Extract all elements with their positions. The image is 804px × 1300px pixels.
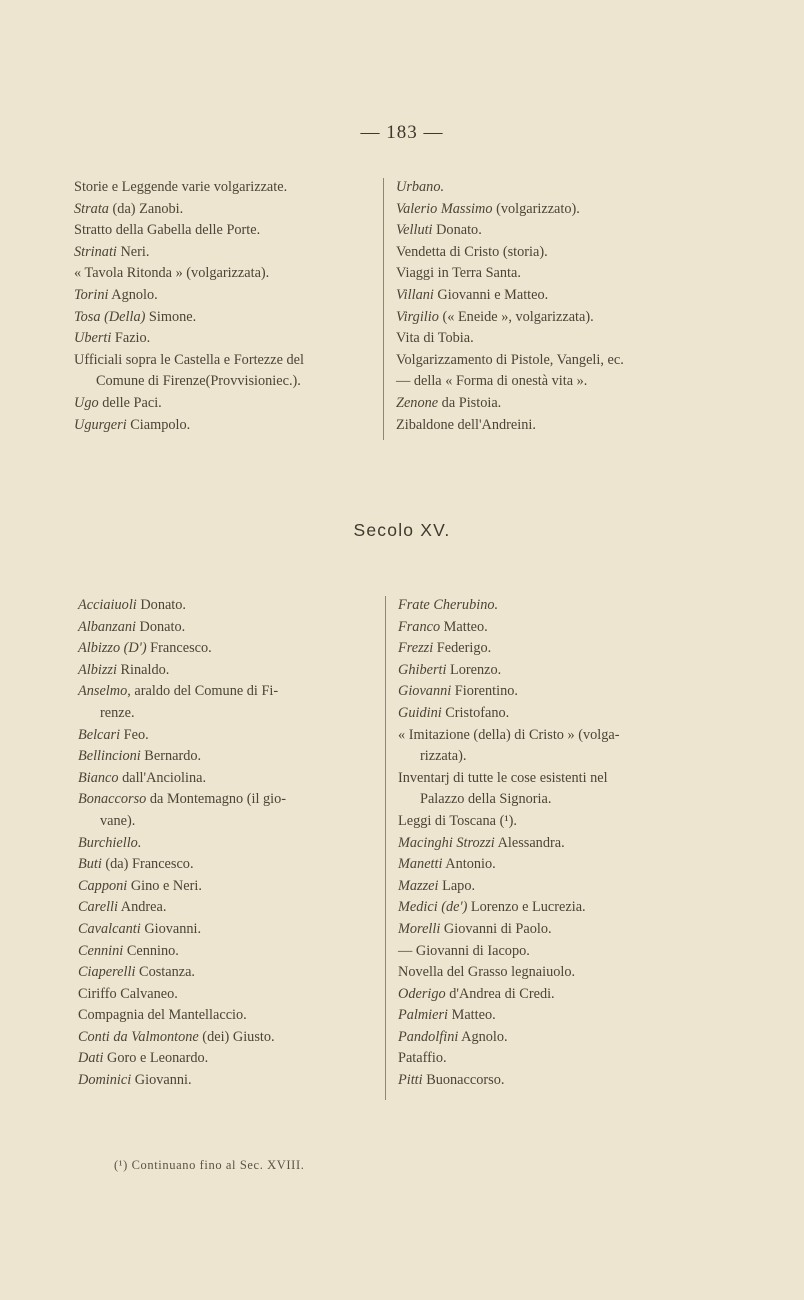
entry-name: Acciaiuoli [78,597,137,613]
entry-text: Donato. [432,222,482,239]
entry-name: Bianco [78,769,119,786]
entry-text: Viaggi in Terra Santa. [396,265,521,282]
entry-text: da Pistoia. [438,394,502,411]
entry-text: (dei) Giusto. [198,1028,275,1045]
entry-name: Albizzo (D') [78,640,147,657]
entry-text: — Giovanni di Iacopo. [398,942,530,959]
entry-name: Ugurgeri [74,416,127,433]
list-item [74,371,304,393]
entry-name: Albizzi [78,661,117,678]
entry-text: Giovanni. [131,1072,192,1089]
entry-text: Fazio. [111,330,151,347]
list-item [78,876,286,898]
entry-name: Conti da Valmontone [78,1028,199,1045]
list-item [74,285,304,307]
list-item [398,897,620,919]
entry-text: Storie e Leggende varie volgarizzate. [74,179,288,195]
entry-name: Cennini [78,942,124,959]
list-item [398,789,620,811]
entry-text: Cristofano. [441,704,510,721]
top-column-rule [383,178,384,440]
entry-name: Ghiberti [398,661,447,678]
entry-name: Mazzei [398,877,439,894]
list-item [398,811,620,833]
list-item [396,263,624,285]
list-item [398,725,620,747]
entry-text: Fiorentino. [451,683,518,700]
entry-text: Novella del Grasso legnaiuolo. [398,964,576,981]
list-item [78,617,286,639]
entry-name: Buti [78,856,102,873]
entry-text: d'Andrea di Credi. [445,985,555,1002]
entry-name: Franco [398,618,441,635]
entry-text: Agnolo. [458,1028,508,1045]
entry-text: Costanza. [135,964,196,981]
entry-text: Donato. [136,597,187,613]
section-title: Secolo XV. [353,520,451,540]
entry-name: Uberti [74,330,112,347]
entry-name: Zenone [396,394,439,411]
entry-text: , araldo del Comune di Fi- [127,683,279,700]
entry-text: (da) Francesco. [101,856,194,873]
entry-text: Buonaccorso. [422,1072,505,1089]
entry-text: Federigo. [433,640,492,657]
entry-text: Alessandra. [494,834,565,851]
entry-name: Albanzani [78,618,136,635]
list-item [398,1070,620,1092]
list-item [74,242,304,264]
entry-text: Stratto della Gabella delle Porte. [74,222,261,239]
entry-text: Giovanni di Paolo. [440,920,552,937]
entry-text: Zibaldone dell'Andreini. [396,416,536,433]
list-item [74,350,304,372]
list-item [78,854,286,876]
list-item [78,919,286,941]
list-item [74,220,304,242]
entry-text: Pataffio. [398,1050,447,1067]
entry-name: Valerio Massimo [396,200,493,217]
list-item [398,617,620,639]
entry-text: Ciampolo. [126,416,191,433]
entry-text: Giovanni. [140,920,202,937]
list-item [78,897,286,919]
entry-text: Simone. [145,308,197,325]
entry-name: Torini [74,286,109,303]
list-item [396,350,624,372]
list-item [396,220,624,242]
list-item [74,263,304,285]
entry-text: Andrea. [117,899,167,916]
entry-name: Capponi [78,877,128,894]
entry-name: Medici (de') [398,899,468,916]
list-item [78,941,286,963]
entry-text: Compagnia del Mantellaccio. [78,1007,247,1024]
bottom-left-column [78,595,286,1092]
entry-name: Urbano. [396,179,445,195]
bottom-column-rule [385,596,386,1100]
entry-name: Dati [78,1050,104,1067]
entry-text: Rinaldo. [116,661,170,678]
entry-name: Guidini [398,704,442,721]
list-item [78,833,286,855]
list-item [74,177,304,199]
entry-text: Lorenzo. [446,661,502,678]
entry-name: Palmieri [398,1007,449,1024]
entry-text: Ufficiali sopra le Castella e Fortezze del [74,351,304,368]
entry-text: Lorenzo e Lucrezia. [467,899,586,916]
entry-text: Gino e Neri. [127,877,202,894]
entry-text: Neri. [116,243,150,260]
list-item [396,371,624,393]
entry-text: « Imitazione (della) di Cristo » (volga- [398,726,620,743]
list-item [74,199,304,221]
entry-name: Anselmo [78,683,128,700]
entry-text: (« Eneide », volgarizzata). [438,308,594,325]
entry-text: Matteo. [448,1007,496,1024]
entry-name: Morelli [398,920,441,937]
entry-name: Strata [74,200,109,217]
entry-text: Lapo. [438,877,476,894]
list-item [398,638,620,660]
top-left-column [74,177,304,436]
entry-name: Ugo [74,394,99,411]
entry-name: Cavalcanti [78,920,141,937]
entry-name: Oderigo [398,985,446,1002]
entry-text: Antonio. [442,856,496,873]
list-item [78,660,286,682]
entry-text: Leggi di Toscana (¹). [398,812,517,829]
list-item [78,1070,286,1092]
entry-text: dall'Anciolina. [118,769,207,786]
entry-name: Pitti [398,1072,423,1089]
top-right-column [396,177,624,436]
list-item [78,984,286,1006]
entry-text: Francesco. [146,640,212,657]
list-item [398,768,620,790]
entry-text: — della « Forma di onestà vita ». [396,373,588,390]
entry-text: Ciriffo Calvaneo. [78,985,178,1002]
list-item [396,199,624,221]
entry-text: Goro e Leonardo. [103,1050,209,1067]
entry-name: Giovanni [398,683,452,700]
list-item [396,393,624,415]
entry-name: Bonaccorso [78,791,147,808]
list-item [398,703,620,725]
list-item [78,595,286,617]
list-item [396,177,624,199]
list-item [398,1027,620,1049]
list-item [78,1027,286,1049]
entry-name: Belcari [78,726,121,743]
entry-text: rizzata). [420,748,467,765]
entry-name: Tosa (Della) [74,308,146,325]
entry-name: Bellincioni [78,748,141,765]
list-item [78,703,286,725]
entry-name: Pandolfini [398,1028,459,1045]
list-item [78,768,286,790]
entry-name: Ciaperelli [78,964,136,981]
footnote: (¹) Continuano fino al Sec. XVIII. [114,1158,305,1172]
list-item [78,962,286,984]
entry-text: Feo. [120,726,149,743]
list-item [398,1048,620,1070]
list-item [396,328,624,350]
list-item [78,1005,286,1027]
entry-name: Virgilio [396,308,439,325]
entry-text: Vendetta di Cristo (storia). [396,243,548,260]
entry-text: Bernardo. [140,748,202,765]
list-item [398,595,620,617]
entry-text: Volgarizzamento di Pistole, Vangeli, ec. [396,351,624,368]
page-number: — 183 — [360,122,444,143]
entry-text: Giovanni e Matteo. [433,286,549,303]
entry-text: Donato. [135,618,186,635]
entry-name: Burchiello. [78,834,142,851]
list-item [78,725,286,747]
entry-text: Inventarj di tutte le cose esistenti nel [398,769,608,786]
entry-name: Carelli [78,899,118,916]
list-item [74,415,304,437]
list-item [398,681,620,703]
list-item [74,328,304,350]
list-item [78,681,286,703]
list-item [398,962,620,984]
entry-name: Velluti [396,222,433,239]
entry-text: Vita di Tobia. [396,330,474,347]
list-item [78,811,286,833]
list-item [74,307,304,329]
entry-text: vane). [100,812,136,829]
list-item [78,746,286,768]
entry-text: Comune di Firenze(Provvisioniec.). [96,373,301,390]
entry-name: Villani [396,286,434,303]
entry-text: Cennino. [123,942,179,959]
list-item [398,746,620,768]
list-item [398,854,620,876]
list-item [398,941,620,963]
list-item [398,1005,620,1027]
entry-text: da Montemagno (il gio- [146,791,287,808]
entry-text: Matteo. [440,618,488,635]
entry-text: Palazzo della Signoria. [420,791,552,808]
list-item [396,415,624,437]
entry-text: (da) Zanobi. [108,200,184,217]
entry-text: Agnolo. [108,286,158,303]
entry-text: delle Paci. [98,394,162,411]
list-item [398,984,620,1006]
list-item [396,307,624,329]
list-item [396,285,624,307]
entry-name: Dominici [78,1072,132,1089]
list-item [398,833,620,855]
list-item [78,789,286,811]
entry-name: Frate Cherubino. [398,597,499,613]
entry-name: Manetti [398,856,443,873]
entry-text: « Tavola Ritonda » (volgarizzata). [74,265,270,282]
list-item [398,876,620,898]
list-item [74,393,304,415]
list-item [398,660,620,682]
entry-name: Frezzi [398,640,434,657]
entry-name: Strinati [74,243,117,260]
bottom-right-column [398,595,620,1092]
list-item [396,242,624,264]
list-item [78,1048,286,1070]
entry-text: (volgarizzato). [492,200,580,217]
entry-text: renze. [100,704,135,721]
list-item [78,638,286,660]
entry-name: Macinghi Strozzi [398,834,495,851]
list-item [398,919,620,941]
